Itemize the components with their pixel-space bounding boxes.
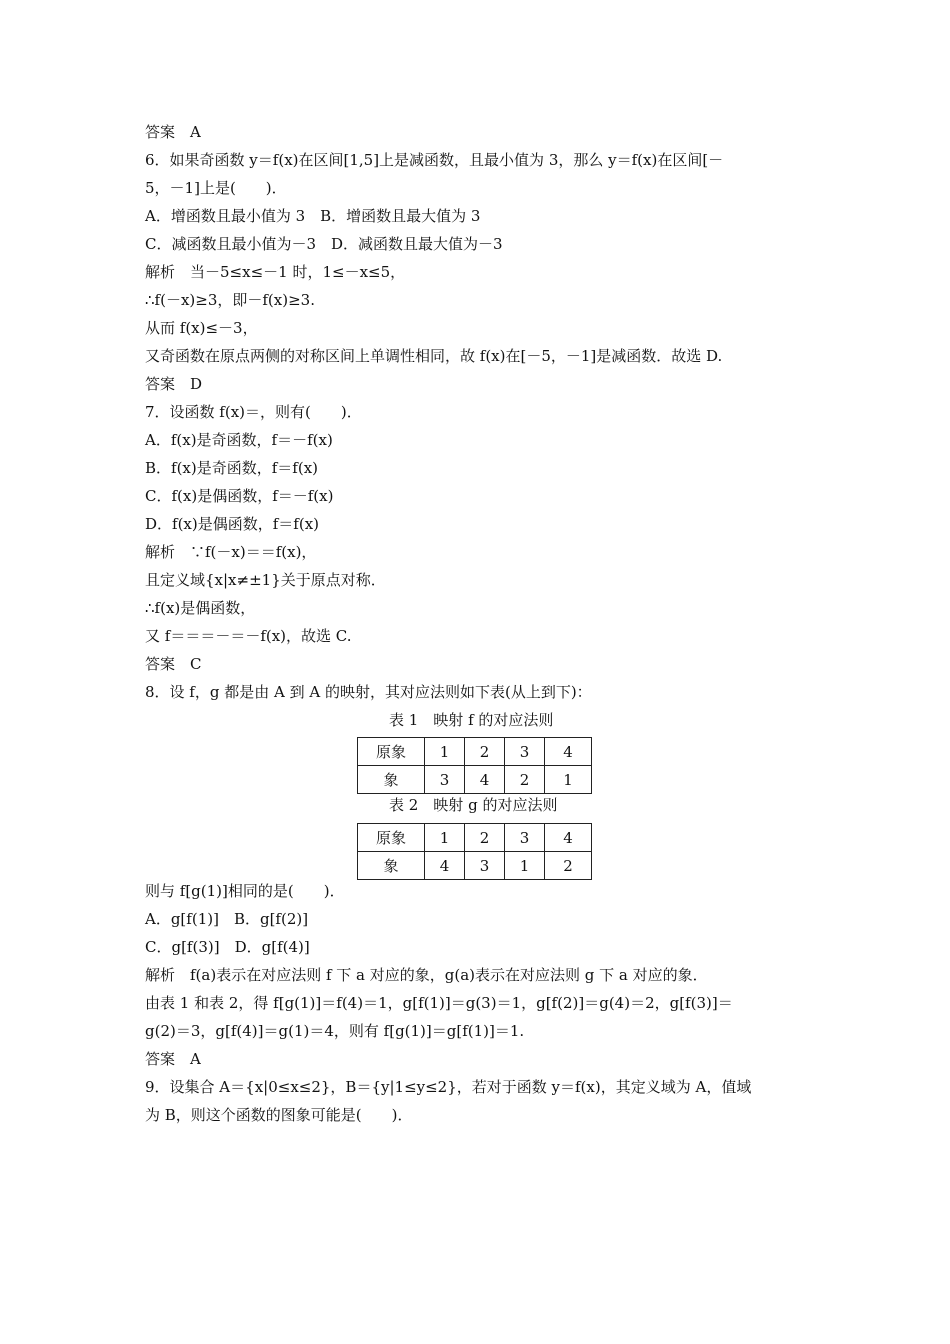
- question-8-option-cd: C．g[f(3)] D．g[f(4)]: [145, 938, 310, 956]
- table-cell: 2: [465, 738, 505, 766]
- question-7-option-d: D．f(x)是偶函数，f＝f(x): [145, 515, 320, 533]
- table-cell: 2: [545, 852, 592, 880]
- table-row: [358, 738, 592, 766]
- table-cell: 4: [545, 738, 592, 766]
- table-cell: 4: [425, 852, 465, 880]
- question-7-analysis-4: 又 f＝＝＝－＝－f(x)，故选 C.: [145, 627, 352, 645]
- question-8-prompt: 则与 f[g(1)]相同的是( )．: [145, 882, 345, 900]
- question-6-line-2: 5，－1]上是( )．: [145, 179, 287, 197]
- question-7-option-a: A．f(x)是奇函数，f＝－f(x): [145, 431, 333, 449]
- table-cell: 象: [358, 766, 425, 794]
- table-cell: 1: [425, 824, 465, 852]
- table-cell: 3: [465, 852, 505, 880]
- question-7-stem: 7．设函数 f(x)＝，则有( )．: [145, 403, 362, 421]
- question-6-line-1: 6．如果奇函数 y＝f(x)在区间[1,5]上是减函数，且最小值为 3，那么 y＝f(x)在区间[－: [145, 151, 724, 169]
- table-cell: 1: [545, 766, 592, 794]
- question-6-analysis-2: ∴f(－x)≥3，即－f(x)≥3.: [145, 291, 315, 309]
- table-cell: 3: [505, 738, 545, 766]
- answer-8: 答案 A: [145, 1050, 201, 1068]
- question-9-line-1: 9．设集合 A＝{x|0≤x≤2}，B＝{y|1≤y≤2}，若对于函数 y＝f(x)，其定义域为 A，值域: [145, 1078, 752, 1096]
- question-8-analysis-1: 解析 f(a)表示在对应法则 f 下 a 对应的象，g(a)表示在对应法则 g 下 a 对应的象．: [145, 966, 708, 984]
- answer-7: 答案 C: [145, 655, 202, 673]
- table-row: [358, 824, 592, 852]
- question-6-option-cd: C．减函数且最小值为－3 D．减函数且最大值为－3: [145, 235, 503, 253]
- question-8-analysis-3: g(2)＝3，g[f(4)]＝g(1)＝4，则有 f[g(1)]＝g[f(1)]＝1.: [145, 1022, 525, 1040]
- table-cell: 原象: [358, 738, 425, 766]
- table-2-caption: 表 2 映射 g 的对应法则: [389, 796, 558, 814]
- question-7-option-c: C．f(x)是偶函数，f＝－f(x): [145, 487, 334, 505]
- answer-6: 答案 D: [145, 375, 203, 393]
- table-1-caption: 表 1 映射 f 的对应法则: [389, 711, 554, 729]
- question-6-option-ab: A．增函数且最小值为 3 B．增函数且最大值为 3: [145, 207, 481, 225]
- question-6-analysis-3: 从而 f(x)≤－3，: [145, 319, 258, 337]
- question-7-option-b: B．f(x)是奇函数，f＝f(x): [145, 459, 319, 477]
- table-cell: 3: [505, 824, 545, 852]
- question-6-analysis-4: 又奇函数在原点两侧的对称区间上单调性相同，故 f(x)在[－5，－1]是减函数．故选 D.: [145, 347, 723, 365]
- question-7-analysis-3: ∴f(x)是偶函数，: [145, 599, 256, 617]
- question-9-line-2: 为 B，则这个函数的图象可能是( )．: [145, 1106, 413, 1124]
- table-1: [357, 737, 592, 794]
- question-7-analysis-1: 解析 ∵f(－x)＝＝f(x)，: [145, 543, 317, 561]
- table-cell: 1: [505, 852, 545, 880]
- table-cell: 4: [545, 824, 592, 852]
- question-8-option-ab: A．g[f(1)] B．g[f(2)]: [145, 910, 309, 928]
- table-row: [358, 852, 592, 880]
- question-8-analysis-2: 由表 1 和表 2，得 f[g(1)]＝f(4)＝1，g[f(1)]＝g(3)＝1，g[f(2)]＝g(4)＝2，g[f(3)]＝: [145, 994, 733, 1012]
- table-row: [358, 766, 592, 794]
- question-6-analysis-1: 解析 当－5≤x≤－1 时，1≤－x≤5，: [145, 263, 406, 281]
- table-cell: 3: [425, 766, 465, 794]
- question-7-analysis-2: 且定义域{x|x≠±1}关于原点对称．: [145, 571, 386, 589]
- table-cell: 4: [465, 766, 505, 794]
- table-cell: 2: [505, 766, 545, 794]
- table-cell: 2: [465, 824, 505, 852]
- question-8-stem: 8．设 f，g 都是由 A 到 A 的映射，其对应法则如下表(从上到下)：: [145, 683, 592, 701]
- table-2: [357, 823, 592, 880]
- table-cell: 象: [358, 852, 425, 880]
- table-cell: 1: [425, 738, 465, 766]
- answer-5: 答案 A: [145, 123, 201, 141]
- table-cell: 原象: [358, 824, 425, 852]
